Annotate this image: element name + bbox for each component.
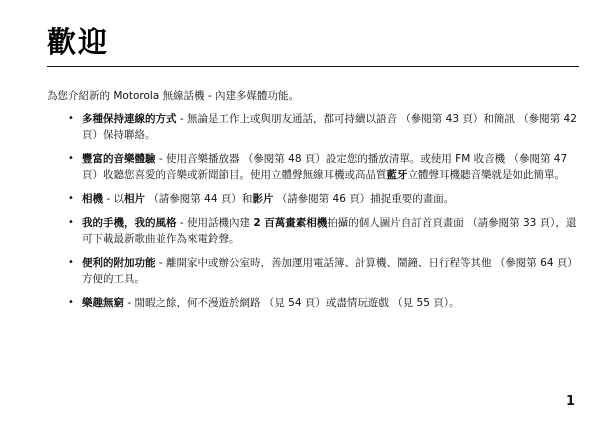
page-title: 歡迎 — [47, 25, 110, 59]
list-item — [68, 111, 582, 143]
bullet-icon: • — [68, 193, 74, 204]
title-divider — [47, 66, 579, 67]
feature-term: 相片 — [123, 193, 145, 205]
feature-text: （請參閱第 44 頁）和 — [144, 193, 253, 205]
page-number: 1 — [566, 394, 576, 409]
bullet-icon: • — [68, 217, 74, 228]
feature-title: 相機 — [82, 193, 103, 205]
feature-text: - 無論是工作上或與朋友通話，都可持續以語音 （參閱第 43 頁）和簡訊 （參閱第 42 頁）保持聯絡。 — [82, 113, 577, 141]
bullet-icon: • — [68, 153, 74, 164]
feature-text: （請參閱第 46 頁）捕捉重要的畫面。 — [273, 193, 455, 205]
feature-text: - 以 — [103, 193, 124, 205]
feature-title: 我的手機，我的風格 — [82, 217, 177, 229]
list-item — [68, 255, 582, 287]
bullet-icon: • — [68, 297, 74, 308]
bullet-icon: • — [68, 257, 74, 268]
feature-term: 藍牙 — [386, 169, 408, 181]
feature-text: 拍攝的個人圖片自訂首頁畫面 （請參閱第 33 頁），還可下載最新歌曲並作為來電鈴聲。 — [82, 217, 577, 245]
feature-text: - 離開家中或辦公室時，善加運用電話簿、計算機、鬧鐘、日行程等其他 （參閱第 64 頁）方便的工具。 — [82, 257, 578, 285]
feature-title: 豐富的音樂體驗 — [82, 153, 156, 165]
feature-term: 2 百萬畫素相機 — [253, 217, 328, 229]
bullet-icon: • — [68, 113, 74, 124]
feature-text: - 使用話機內建 — [176, 217, 254, 229]
feature-title: 多種保持連線的方式 — [82, 113, 177, 125]
feature-text: - 閒暇之餘，何不漫遊於網路 （見 54 頁）或盡情玩遊戲 （見 55 頁）。 — [124, 297, 460, 309]
list-item — [68, 191, 582, 207]
list-item — [68, 295, 582, 311]
feature-title: 便利的附加功能 — [82, 257, 156, 269]
feature-title: 樂趣無窮 — [82, 297, 124, 309]
feature-text: 立體聲耳機聽音樂就是如此簡單。 — [407, 169, 565, 181]
list-item — [68, 151, 582, 183]
intro-paragraph: 為您介紹新的 Motorola 無線話機 - 內建多媒體功能。 — [47, 90, 300, 102]
feature-term: 影片 — [252, 193, 274, 205]
feature-text: - 使用音樂播放器 （參閱第 48 頁）設定您的播放清單。或使用 FM 收音機 （參閱第 47 頁）收聽您喜愛的音樂或新聞節目。使用立體聲無線耳機或高品質 — [82, 153, 568, 181]
list-item — [68, 215, 582, 247]
feature-list — [68, 111, 582, 319]
